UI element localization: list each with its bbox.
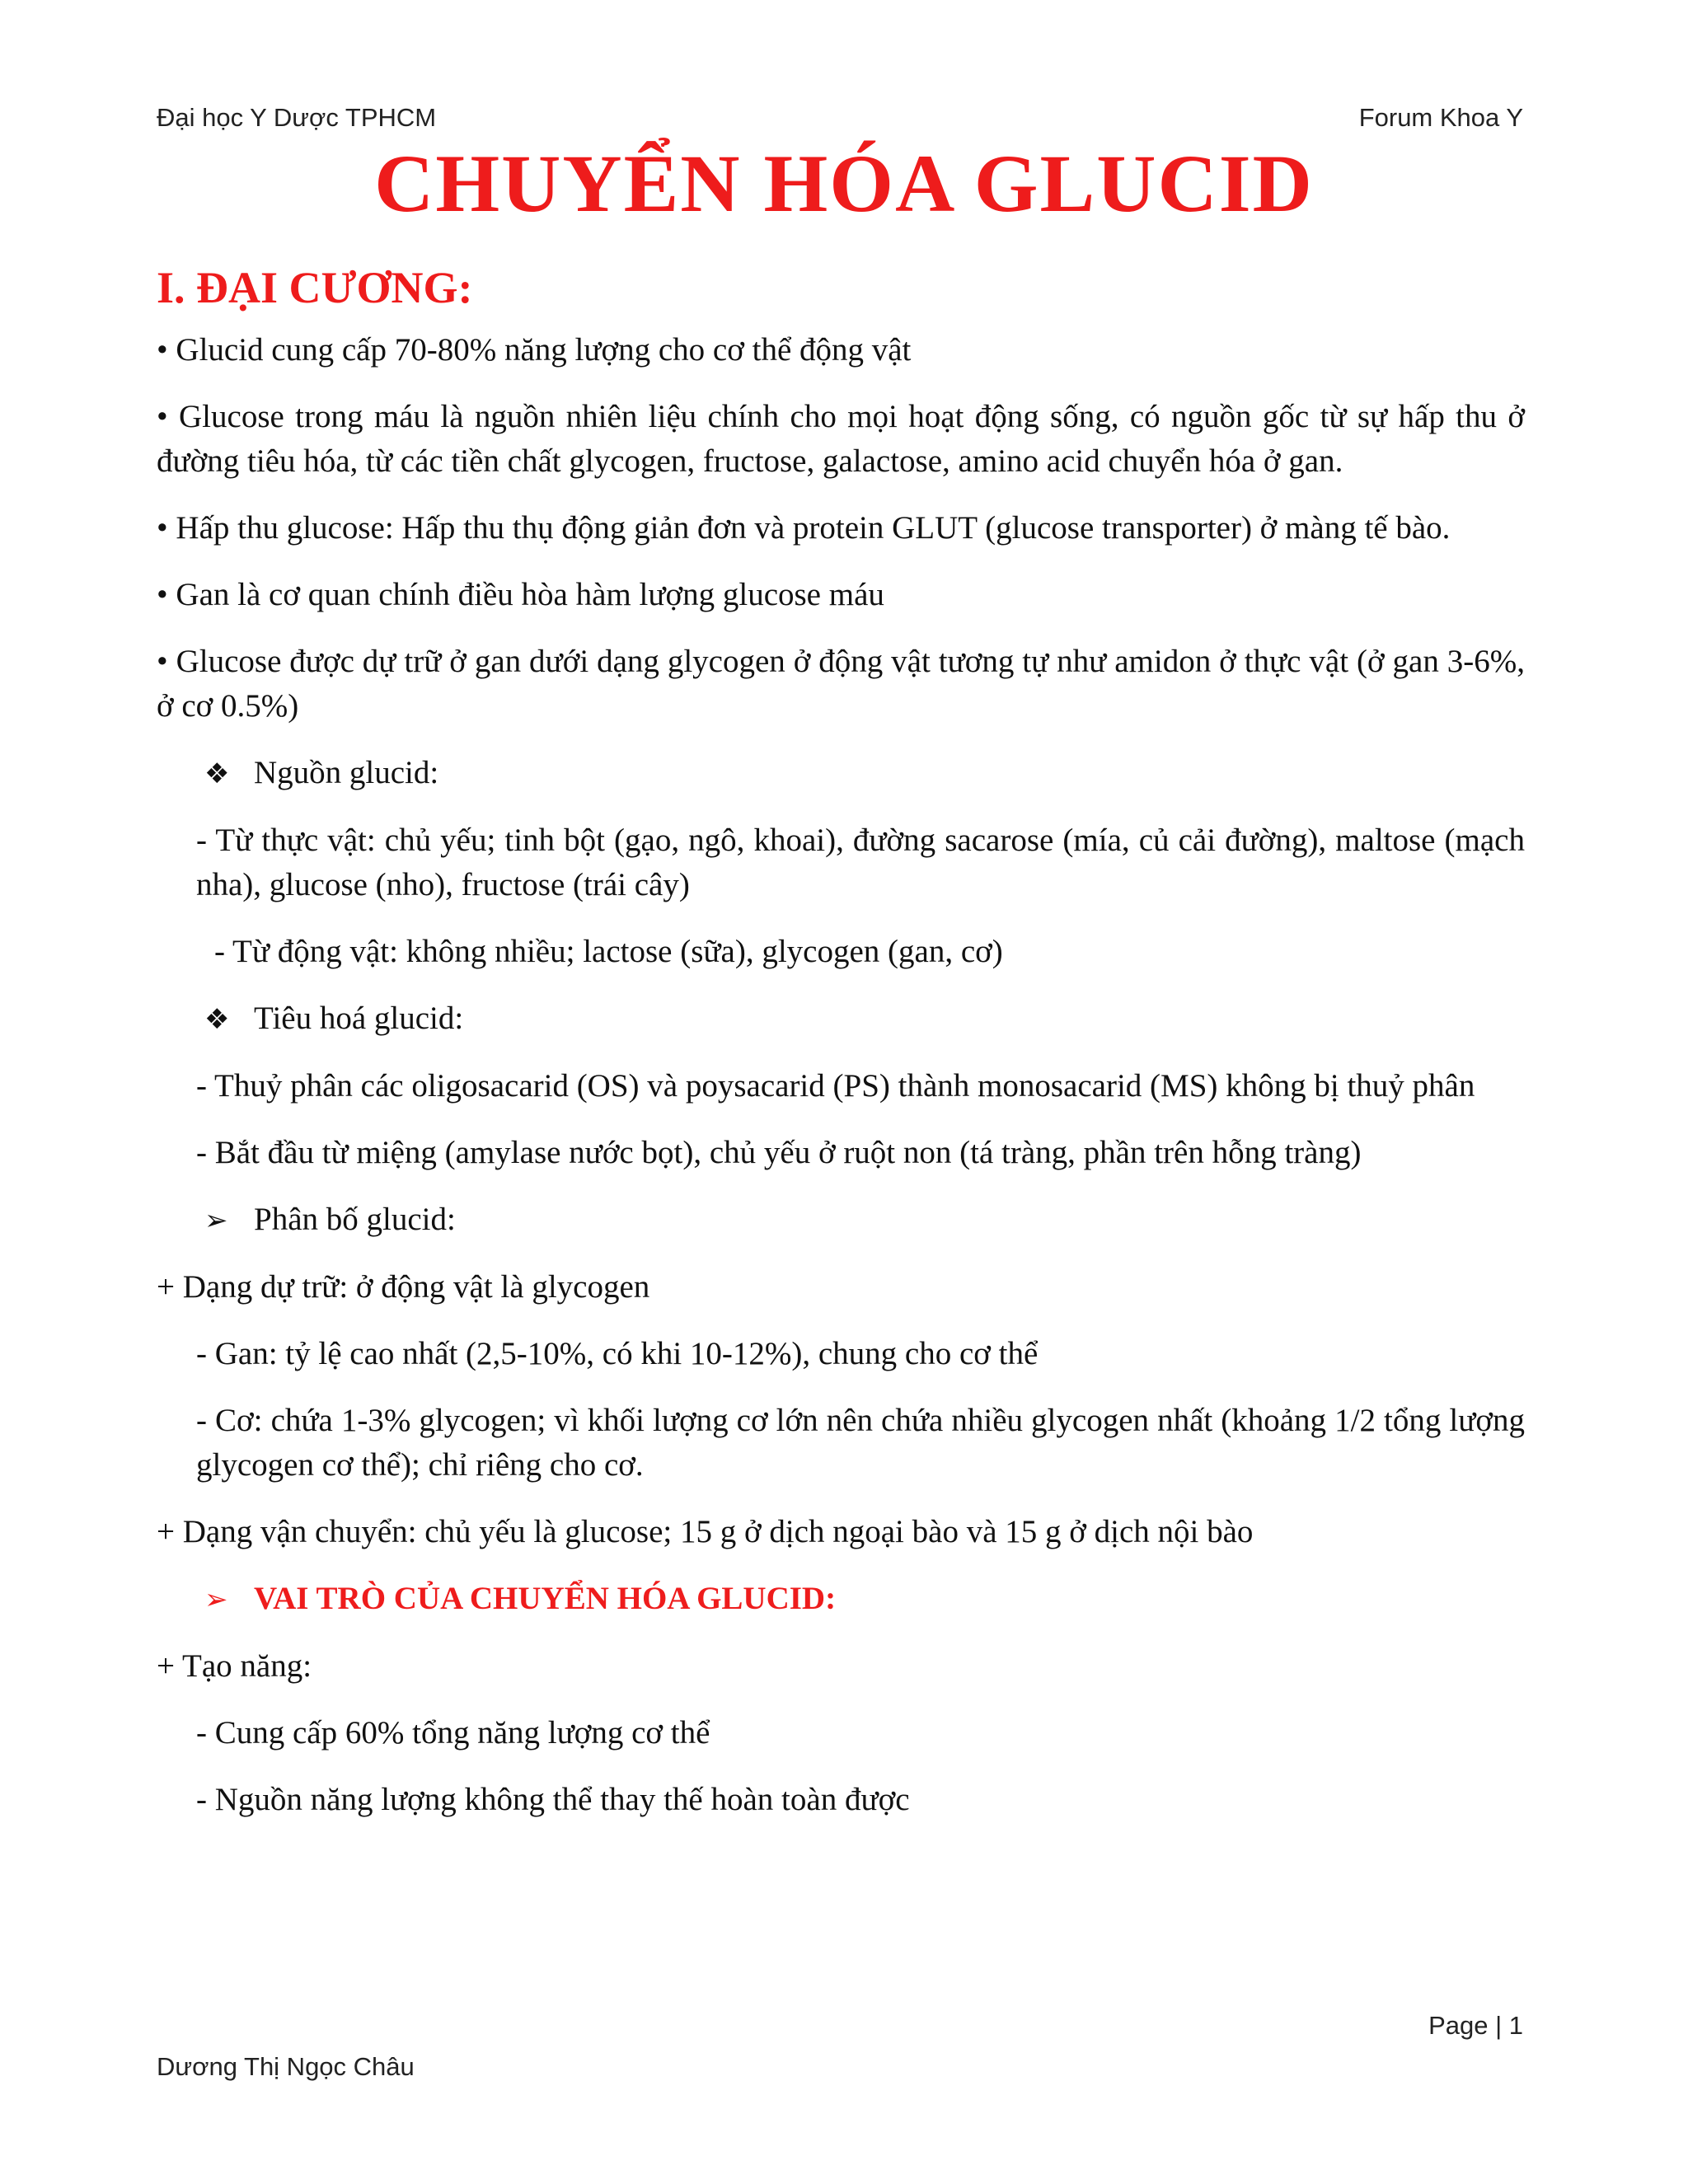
page-title: CHUYỂN HÓA GLUCID bbox=[374, 138, 1314, 229]
list-item: - Cơ: chứa 1-3% glycogen; vì khối lượng cơ lớn nên chứa nhiều glycogen nhất (khoảng 1/2 tổng lượng glycogen cơ thể); chỉ riêng cho cơ. bbox=[196, 1403, 1525, 1483]
list-item: - Từ động vật: không nhiều; lactose (sữa), glycogen (gan, cơ) bbox=[214, 934, 1003, 969]
header-institution: Đại học Y Dược TPHCM bbox=[157, 103, 437, 132]
list-item: - Nguồn năng lượng không thể thay thế hoàn toàn được bbox=[196, 1782, 910, 1817]
subheading-label: Phân bố glucid: bbox=[254, 1202, 456, 1237]
arrow-bullet-icon: ➢ bbox=[204, 1583, 228, 1616]
diamond-bullet-icon: ❖ bbox=[204, 1003, 230, 1036]
subheading-label: Tiêu hoá glucid: bbox=[254, 1001, 464, 1036]
page-number: Page | 1 bbox=[1428, 2011, 1523, 2040]
list-item: - Bắt đầu từ miệng (amylase nước bọt), chủ yếu ở ruột non (tá tràng, phần trên hỗng tràng) bbox=[196, 1135, 1362, 1170]
bullet-paragraph: • Glucose được dự trữ ở gan dưới dạng glycogen ở động vật tương tự như amidon ở thực vật (ở gan 3-6%, ở cơ 0.5%) bbox=[157, 644, 1525, 724]
header-forum: Forum Khoa Y bbox=[1358, 103, 1523, 132]
list-item: - Từ thực vật: chủ yếu; tinh bột (gạo, ngô, khoai), đường sacarose (mía, củ cải đường), maltose (mạch nha), glucose (nho), fructose (trái cây) bbox=[196, 823, 1525, 902]
subheading-vai-tro bbox=[157, 1577, 1525, 1622]
bullet-paragraph: • Hấp thu glucose: Hấp thu thụ động giản đơn và protein GLUT (glucose transporter) ở màng tế bào. bbox=[157, 510, 1451, 546]
diamond-bullet-icon: ❖ bbox=[204, 757, 230, 790]
footer-author: Dương Thị Ngọc Châu bbox=[157, 2052, 415, 2081]
plus-item: + Dạng dự trữ: ở động vật là glycogen bbox=[157, 1269, 650, 1305]
bullet-paragraph: • Gan là cơ quan chính điều hòa hàm lượng glucose máu bbox=[157, 577, 884, 612]
list-item: - Cung cấp 60% tổng năng lượng cơ thể bbox=[196, 1715, 710, 1750]
list-item: - Thuỷ phân các oligosacarid (OS) và poysacarid (PS) thành monosacarid (MS) không bị thuỷ phân bbox=[196, 1068, 1475, 1104]
plus-item: + Dạng vận chuyển: chủ yếu là glucose; 15 g ở dịch ngoại bào và 15 g ở dịch nội bào bbox=[157, 1514, 1254, 1549]
subheading-label: VAI TRÒ CỦA CHUYỂN HÓA GLUCID: bbox=[254, 1581, 837, 1616]
section-heading: I. ĐẠI CƯƠNG: bbox=[157, 263, 473, 312]
arrow-bullet-icon: ➢ bbox=[204, 1204, 228, 1237]
subheading-label: Nguồn glucid: bbox=[254, 755, 439, 790]
bullet-paragraph: • Glucose trong máu là nguồn nhiên liệu chính cho mọi hoạt động sống, có nguồn gốc từ sự hấp thu ở đường tiêu hóa, từ các tiền chất glycogen, fructose, galactose, amino acid chuyển hóa ở gan. bbox=[157, 399, 1525, 479]
list-item: - Gan: tỷ lệ cao nhất (2,5-10%, có khi 10-12%), chung cho cơ thể bbox=[196, 1336, 1039, 1371]
subheading-phan-bo-glucid bbox=[157, 1197, 1525, 1243]
plus-item: + Tạo năng: bbox=[157, 1648, 312, 1684]
subheading-tieu-hoa-glucid bbox=[157, 996, 1525, 1042]
bullet-paragraph: • Glucid cung cấp 70-80% năng lượng cho cơ thể động vật bbox=[157, 332, 912, 368]
document-body bbox=[157, 262, 1525, 1844]
subheading-nguon-glucid bbox=[157, 751, 1525, 796]
